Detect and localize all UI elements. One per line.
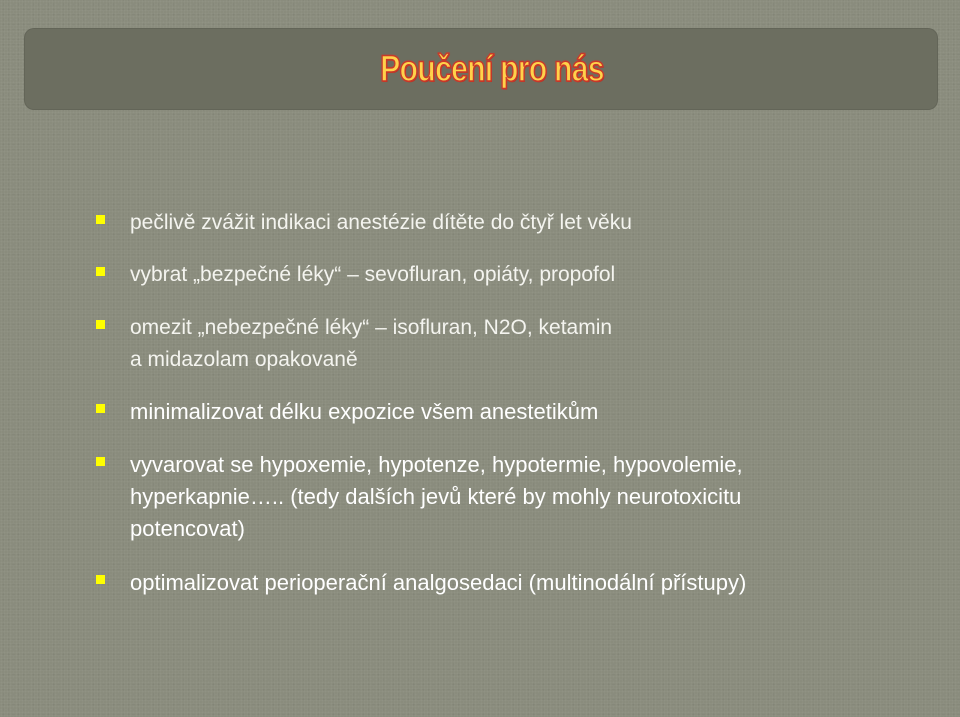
bullet-square-icon xyxy=(96,404,105,413)
bullet-text xyxy=(130,449,743,545)
bullet-line: minimalizovat délku expozice všem anestetikům xyxy=(130,399,599,424)
bullet-item xyxy=(96,312,936,376)
bullet-line: hyperkapnie….. (tedy dalších jevů které by mohly neurotoxicitu xyxy=(130,484,742,509)
bullet-line: optimalizovat perioperační analgosedaci (multinodální přístupy) xyxy=(130,570,747,595)
bullet-square-icon xyxy=(96,215,105,224)
bullet-line: a midazolam opakovaně xyxy=(130,348,358,371)
bullet-text xyxy=(130,396,598,428)
bullet-line: omezit „nebezpečné léky“ – isofluran, N2O, ketamin xyxy=(130,316,613,339)
bullet-item xyxy=(96,396,936,428)
bullet-line: vybrat „bezpečné léky“ – sevofluran, opiáty, propofol xyxy=(130,263,616,286)
bullet-square-icon xyxy=(96,267,105,276)
bullet-square-icon xyxy=(96,320,105,329)
bullet-text xyxy=(130,567,746,599)
bullet-square-icon xyxy=(96,575,105,584)
bullet-line: potencovat) xyxy=(130,516,245,541)
bullet-square-icon xyxy=(96,457,105,466)
bullet-item xyxy=(96,449,936,545)
bullet-item xyxy=(96,259,936,291)
bullet-line: vyvarovat se hypoxemie, hypotenze, hypotermie, hypovolemie, xyxy=(130,452,743,477)
bullet-item xyxy=(96,207,936,239)
bullet-text xyxy=(130,207,632,239)
bullet-item xyxy=(96,567,936,599)
bullet-line: pečlivě zvážit indikaci anestézie dítěte do čtyř let věku xyxy=(130,211,632,234)
bullet-text xyxy=(130,312,612,376)
bullet-text xyxy=(130,259,615,291)
slide-title: Poučení pro nás xyxy=(380,48,604,89)
